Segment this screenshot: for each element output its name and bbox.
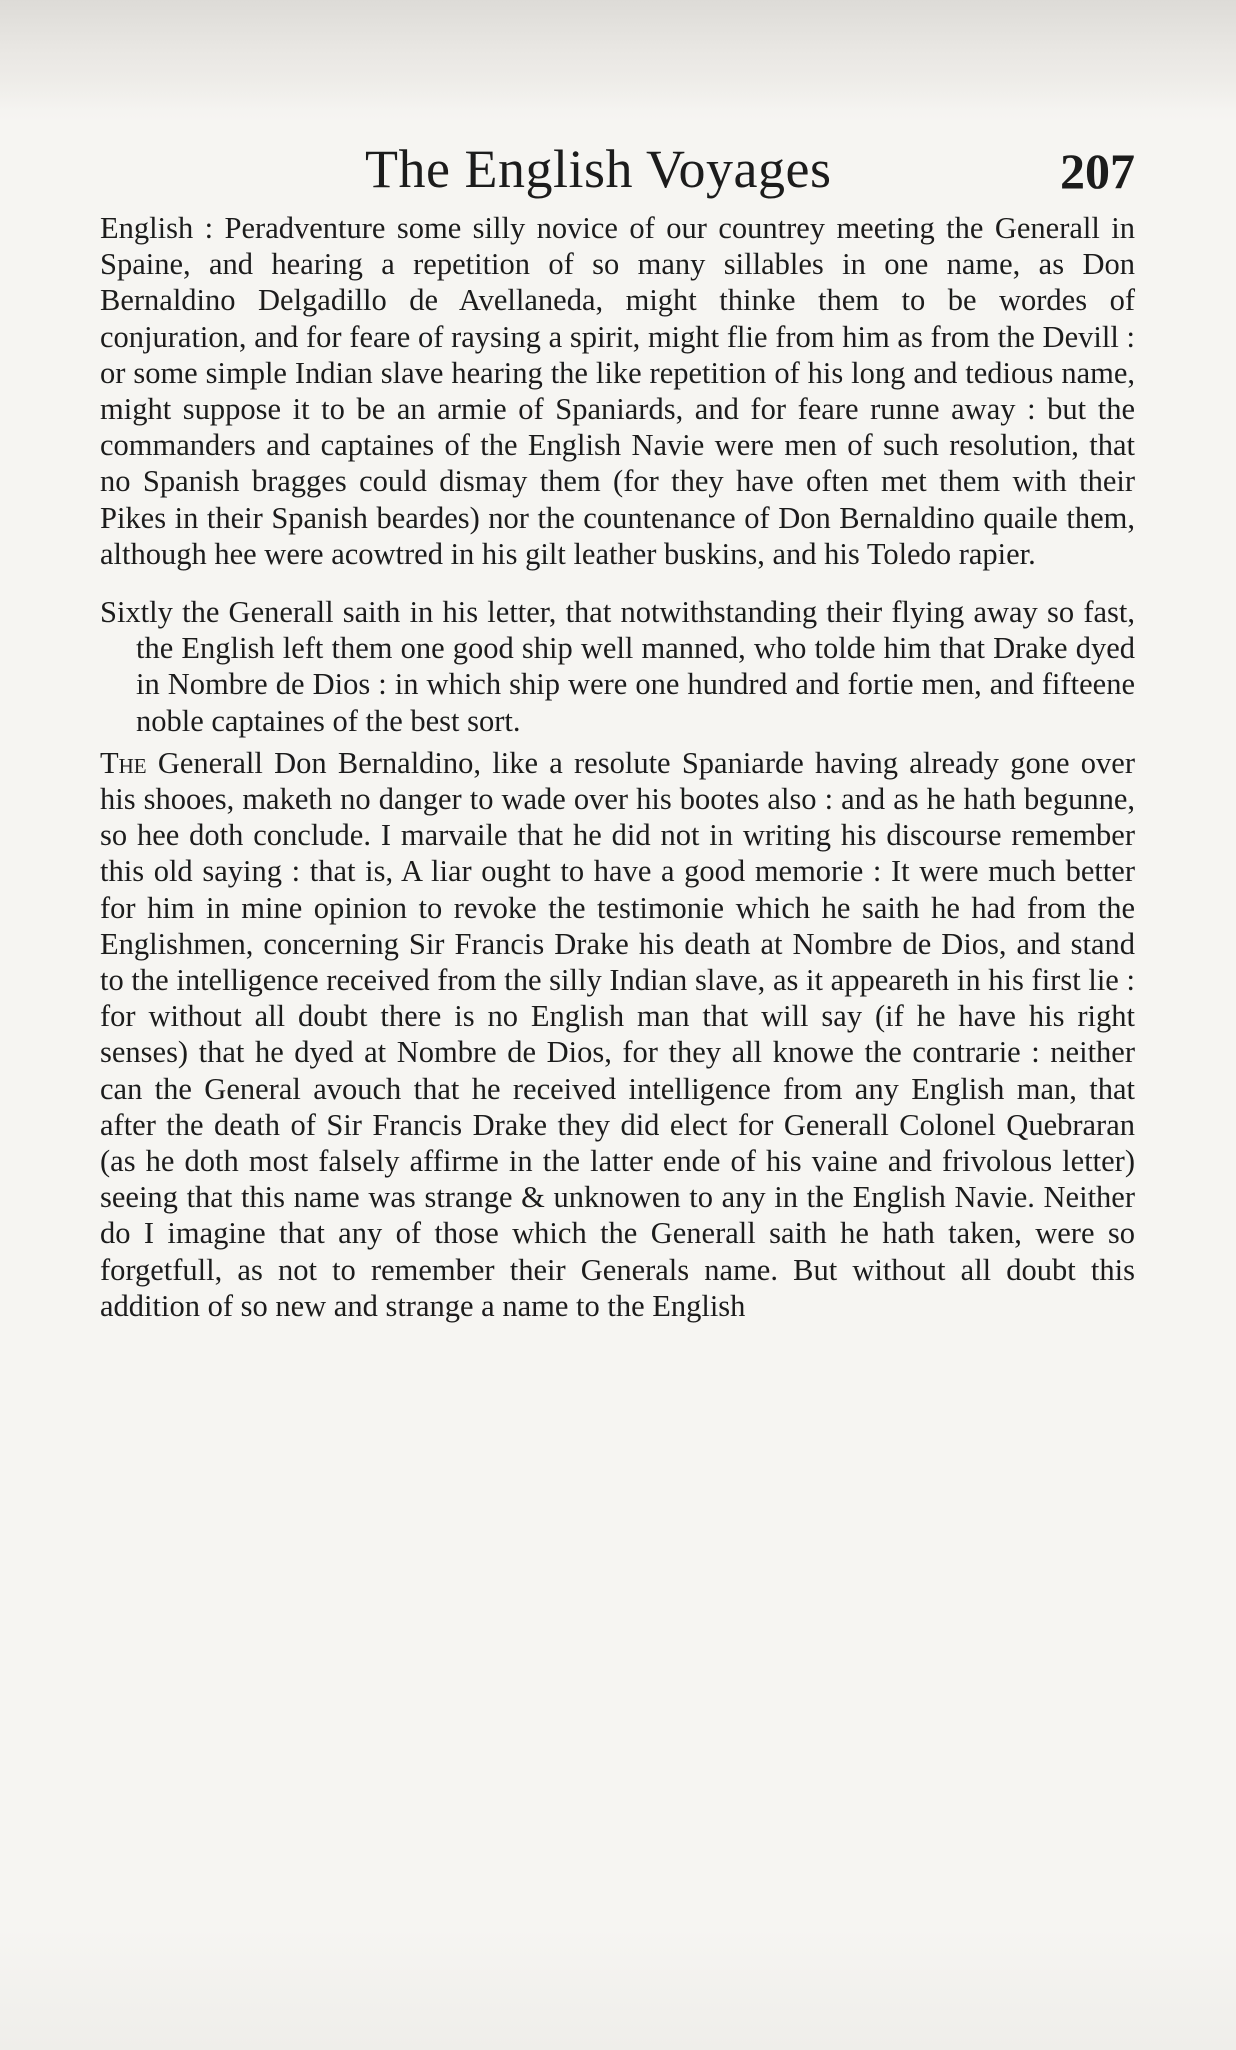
paragraph-2: Sixtly the Generall saith in his letter, that notwithstanding their flying away so fast, the English left them one good ship well manned, who tolde him that Drake dyed in Nombre de Dios : in which ship were one hundred and fortie men, and fifteene noble captaines of the best sort. xyxy=(100,595,1135,738)
paragraph-3-text: Generall Don Bernaldino, like a resolute Spaniarde having already gone over his shooes, maketh no danger to wade over his bootes also : and as he hath begunne, so hee doth conclude. I marvaile that he did not in writing his discourse remember this old saying : that is, A liar ought to have a good memorie : It were much better for him in mine opinion to revoke the testimonie which he saith he had from the Englishmen, concerning Sir Francis Drake his death at Nombre de Dios, and stand to the intelligence received from the silly Indian slave, as it appeareth in his first lie : for without all doubt there is no English man that will say (if he have his right senses) that he dyed at Nombre de Dios, for they all knowe the contrarie : neither can the General avouch that he received intelligence from any English man, that after the death of Sir Francis Drake they did elect for Generall Colonel Quebraran (as he doth most falsely affirme in the latter ende of his vaine and frivolous letter) seeing that this name was strange & unknowen to any in the English Navie. Neither do I imagine that any of those which the Generall saith he hath taken, were so forgetfull, as not to remember their Generals name. But without all doubt this addition of so new and strange a name to the English xyxy=(100,745,1135,1323)
page-number: 207 xyxy=(1060,143,1135,199)
scan-top-shadow xyxy=(0,0,1236,110)
paragraph-3 xyxy=(100,745,1135,1324)
page-header xyxy=(100,138,1135,218)
paragraph-3-lead: The xyxy=(100,745,147,780)
running-title: The English Voyages xyxy=(365,139,832,199)
body-text xyxy=(100,210,1135,1324)
paragraph-1: English : Peradventure some silly novice of our countrey meeting the Generall in Spaine, and hearing a repetition of so many sillables in one name, as Don Bernaldino Delgadillo de Avellaneda, might thinke them to be wordes of conjuration, and for feare of raysing a spirit, might flie from him as from the Devill : or some simple Indian slave hearing the like repetition of his long and tedious name, might suppose it to be an armie of Spaniards, and for feare runne away : but the commanders and captaines of the English Navie were men of such resolution, that no Spanish bragges could dismay them (for they have often met them with their Pikes in their Spanish beardes) nor the countenance of Don Bernaldino quaile them, although hee were acowtred in his gilt leather buskins, and his Toledo rapier. xyxy=(100,211,1135,571)
